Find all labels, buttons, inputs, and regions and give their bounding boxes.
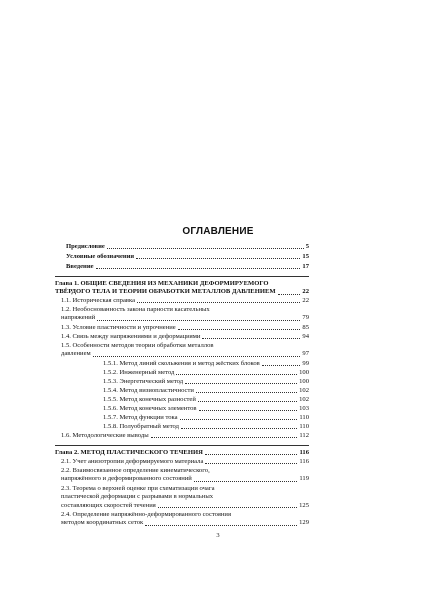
toc-entry-2-4[interactable]: 2.4. Определение напряжённо-деформированного состояния методом координатных сеток 129	[61, 511, 309, 527]
toc-entry-1-4[interactable]: 1.4. Связь между напряжениями и деформациями 94	[61, 333, 309, 340]
toc-entry-1-1[interactable]: 1.1. Историческая справка 22	[61, 297, 309, 304]
toc-chapter-1[interactable]: Глава 1. ОБЩИЕ СВЕДЕНИЯ ИЗ МЕХАНИКИ ДЕФОРМИРУЕМОГО ТВЁРДОГО ТЕЛА И ТЕОРИИ ОБРАБОТКИ МЕТАЛЛОВ ДАВЛЕНИЕМ 22	[55, 280, 309, 296]
toc-entry-1-5-5[interactable]: 1.5.5. Метод конечных разностей 102	[103, 396, 309, 403]
toc-entry-introduction[interactable]: Введение 17	[66, 263, 309, 270]
toc-entry-notation[interactable]: Условные обозначения 15	[66, 253, 309, 260]
toc-entry-1-5-4[interactable]: 1.5.4. Метод визиопластичности 102	[103, 387, 309, 394]
toc-entry-1-5-3[interactable]: 1.5.3. Энергетический метод 100	[103, 378, 309, 385]
toc-entry-1-5-7[interactable]: 1.5.7. Метод функции тока 110	[103, 414, 309, 421]
page-title: ОГЛАВЛЕНИЕ	[182, 226, 254, 237]
toc-entry-1-5-8[interactable]: 1.5.8. Полуобратный метод 110	[103, 423, 309, 430]
toc-chapter-2[interactable]: Глава 2. МЕТОД ПЛАСТИЧЕСКОГО ТЕЧЕНИЯ 116	[55, 449, 309, 456]
divider	[55, 445, 309, 446]
toc-entry-1-3[interactable]: 1.3. Условие пластичности и упрочнение 85	[61, 324, 309, 331]
toc-entry-1-5[interactable]: 1.5. Особенности методов теории обработки металлов давлением 97	[61, 342, 309, 358]
toc-entry-2-2[interactable]: 2.2. Взаимосвязанное определение кинематического, напряжённого и деформированного состояний 119	[61, 467, 309, 483]
toc-entry-1-6[interactable]: 1.6. Методологические выводы 112	[61, 432, 309, 439]
toc-entry-1-5-2[interactable]: 1.5.2. Инженерный метод 100	[103, 369, 309, 376]
toc-entry-1-5-1[interactable]: 1.5.1. Метод линий скольжения и метод жёстких блоков 99	[103, 360, 309, 367]
divider	[55, 276, 309, 277]
toc-entry-1-2[interactable]: 1.2. Необоснованность закона парности касательных напряжений 79	[61, 306, 309, 322]
toc-entry-1-5-6[interactable]: 1.5.6. Метод конечных элементов 103	[103, 405, 309, 412]
toc-entry-preface[interactable]: Предисловие 5	[66, 243, 309, 250]
toc-entry-2-1[interactable]: 2.1. Учет анизотропии деформируемого материала 116	[61, 458, 309, 465]
toc-entry-2-3[interactable]: 2.3. Теорема о верхней оценке при схематизации очага пластической деформации с разрывами в нормальных составляющих скоростей течения 125	[61, 485, 309, 509]
page-number: 3	[216, 532, 220, 539]
